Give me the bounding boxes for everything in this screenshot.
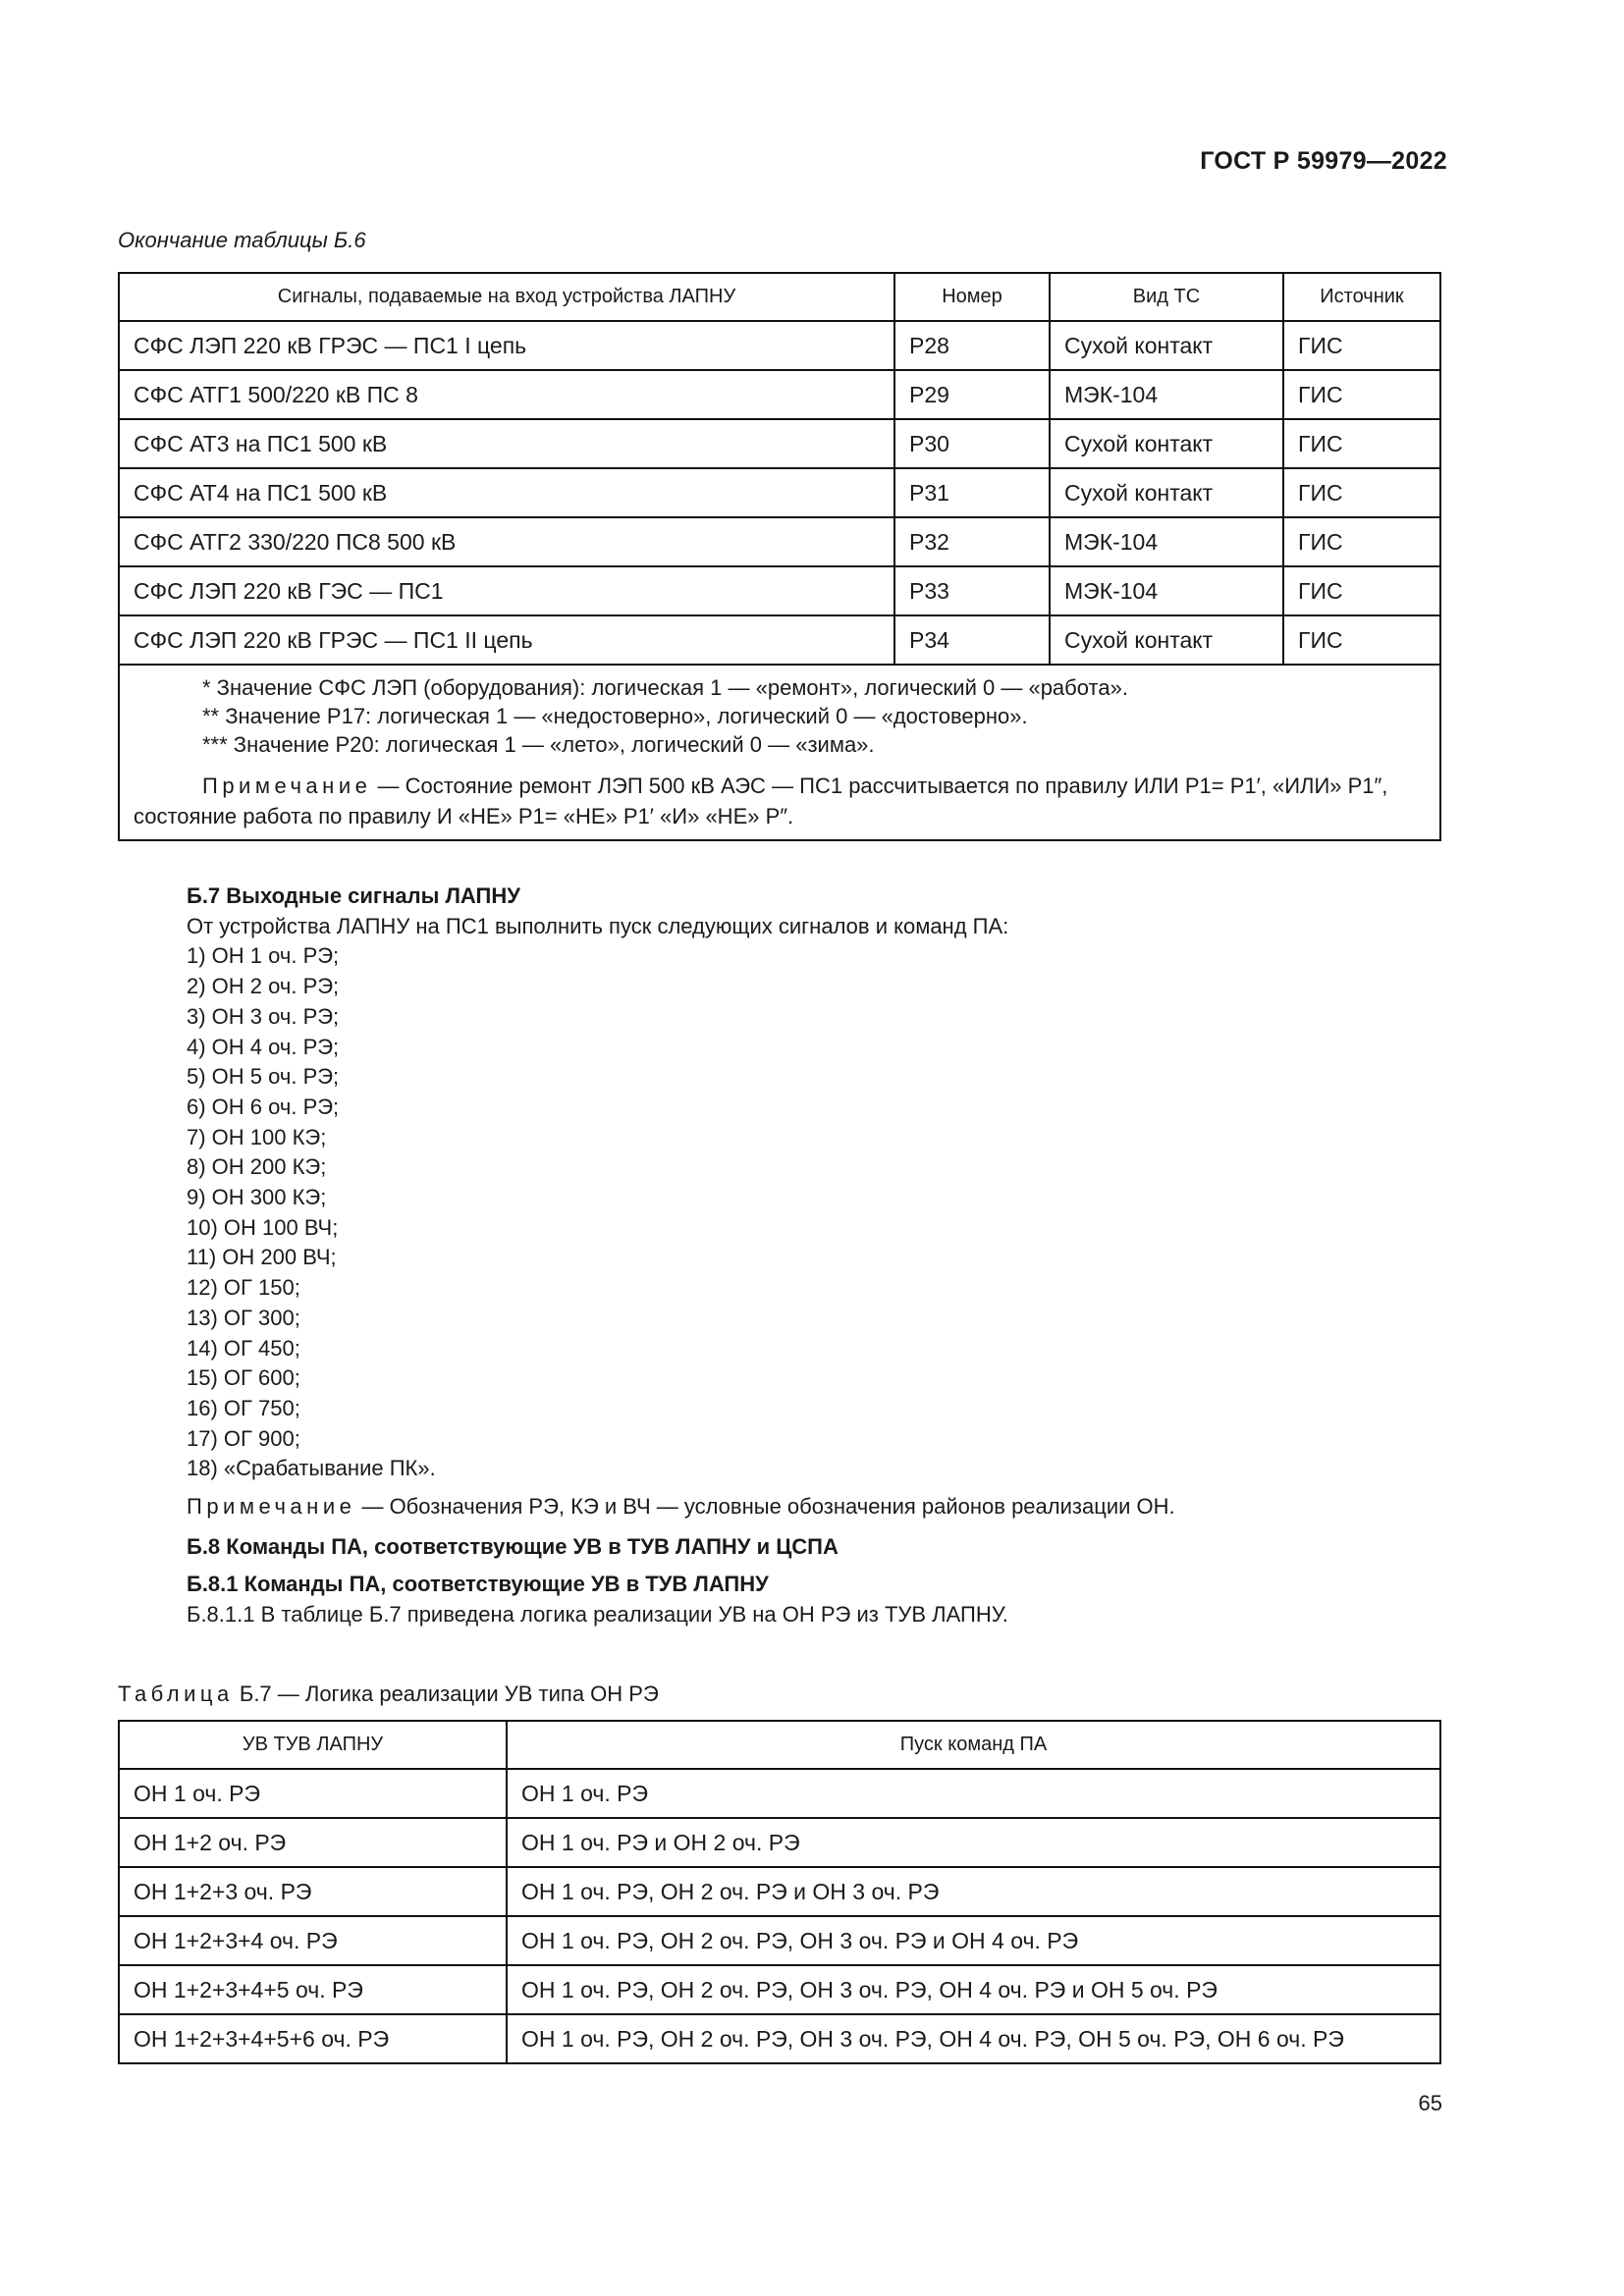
number-cell: P31 (894, 468, 1050, 517)
list-item: 17) ОГ 900; (187, 1425, 300, 1451)
table-row (119, 566, 1440, 615)
note-text: — Состояние ремонт ЛЭП 500 кВ АЭС — ПС1 рассчитывается по правилу ИЛИ P1= P1′, «ИЛИ» P1″, состояние работа по правилу И «НЕ» P1= «НЕ» P1′ «И» «НЕ» P″. (134, 774, 1388, 828)
table-continuation-caption: Окончание таблицы Б.6 (118, 228, 366, 252)
ts-type-cell: Сухой контакт (1050, 615, 1283, 665)
list-item: 16) ОГ 750; (187, 1395, 300, 1420)
uv-cell: ОН 1+2+3+4 оч. РЭ (119, 1916, 507, 1965)
signal-cell: СФС ЛЭП 220 кВ ГЭС — ПС1 (119, 566, 894, 615)
commands-cell: ОН 1 оч. РЭ и ОН 2 оч. РЭ (507, 1818, 1440, 1867)
section-b7-title: Б.7 Выходные сигналы ЛАПНУ (187, 883, 520, 908)
table-row (119, 321, 1440, 370)
signal-cell: СФС ЛЭП 220 кВ ГРЭС — ПС1 I цепь (119, 321, 894, 370)
uv-logic-table (118, 1720, 1441, 2064)
table-header-row (119, 1721, 1440, 1769)
table-row (119, 1867, 1440, 1916)
signal-cell: СФС АТ3 на ПС1 500 кВ (119, 419, 894, 468)
list-item: 3) ОН 3 оч. РЭ; (187, 1003, 340, 1029)
source-cell: ГИС (1283, 468, 1440, 517)
section-b7-intro: От устройства ЛАПНУ на ПС1 выполнить пуск следующих сигналов и команд ПА: (187, 913, 1009, 938)
uv-cell: ОН 1+2 оч. РЭ (119, 1818, 507, 1867)
table-row (119, 615, 1440, 665)
source-cell: ГИС (1283, 370, 1440, 419)
ts-type-cell: Сухой контакт (1050, 419, 1283, 468)
table7-caption-text: Б.7 — Логика реализации УВ типа ОН РЭ (233, 1682, 659, 1706)
table-row (119, 1818, 1440, 1867)
table-row (119, 468, 1440, 517)
column-header-signals: Сигналы, подаваемые на вход устройства ЛАПНУ (119, 273, 894, 321)
commands-cell: ОН 1 оч. РЭ, ОН 2 оч. РЭ, ОН 3 оч. РЭ и ОН 4 оч. РЭ (507, 1916, 1440, 1965)
list-item: 12) ОГ 150; (187, 1275, 300, 1301)
table7-caption (118, 1682, 659, 1707)
table-row (119, 419, 1440, 468)
signal-cell: СФС АТ4 на ПС1 500 кВ (119, 468, 894, 517)
signal-cell: СФС ЛЭП 220 кВ ГРЭС — ПС1 II цепь (119, 615, 894, 665)
table-header-row (119, 273, 1440, 321)
section-b81-title: Б.8.1 Команды ПА, соответствующие УВ в ТУВ ЛАПНУ (187, 1572, 769, 1597)
note-text: — Обозначения РЭ, КЭ и ВЧ — условные обозначения районов реализации ОН. (355, 1494, 1175, 1520)
table7-caption-label: Таблица (118, 1682, 234, 1706)
document-code: ГОСТ Р 59979—2022 (1200, 147, 1447, 175)
commands-cell: ОН 1 оч. РЭ, ОН 2 оч. РЭ, ОН 3 оч. РЭ, ОН 4 оч. РЭ и ОН 5 оч. РЭ (507, 1965, 1440, 2014)
list-item: 13) ОГ 300; (187, 1305, 300, 1330)
footnote-1: * Значение СФС ЛЭП (оборудования): логическая 1 — «ремонт», логический 0 — «работа». (202, 675, 1128, 700)
list-item: 14) ОГ 450; (187, 1335, 300, 1361)
list-item: 1) ОН 1 оч. РЭ; (187, 943, 340, 969)
table-row (119, 2014, 1440, 2063)
commands-cell: ОН 1 оч. РЭ, ОН 2 оч. РЭ, ОН 3 оч. РЭ, ОН 4 оч. РЭ, ОН 5 оч. РЭ, ОН 6 оч. РЭ (507, 2014, 1440, 2063)
number-cell: P33 (894, 566, 1050, 615)
table-row (119, 1916, 1440, 1965)
ts-type-cell: Сухой контакт (1050, 468, 1283, 517)
uv-cell: ОН 1+2+3+4+5 оч. РЭ (119, 1965, 507, 2014)
table-row (119, 517, 1440, 566)
ts-type-cell: Сухой контакт (1050, 321, 1283, 370)
number-cell: P30 (894, 419, 1050, 468)
table-notes-row (119, 665, 1440, 840)
footnote-2: ** Значение P17: логическая 1 — «недостоверно», логический 0 — «достоверно». (202, 704, 1028, 728)
source-cell: ГИС (1283, 517, 1440, 566)
table-row (119, 370, 1440, 419)
list-item: 15) ОГ 600; (187, 1365, 300, 1391)
source-cell: ГИС (1283, 419, 1440, 468)
column-header-ts-type: Вид ТС (1050, 273, 1283, 321)
list-item: 10) ОН 100 ВЧ; (187, 1214, 339, 1240)
source-cell: ГИС (1283, 566, 1440, 615)
uv-cell: ОН 1 оч. РЭ (119, 1769, 507, 1818)
section-b7-note (187, 1492, 1175, 1522)
table-row (119, 1965, 1440, 2014)
column-header-number: Номер (894, 273, 1050, 321)
list-item: 4) ОН 4 оч. РЭ; (187, 1034, 340, 1059)
footnote-3: *** Значение P20: логическая 1 — «лето», логический 0 — «зима». (202, 732, 875, 757)
signal-cell: СФС АТГ1 500/220 кВ ПС 8 (119, 370, 894, 419)
note-label: Примечание (187, 1494, 356, 1520)
commands-cell: ОН 1 оч. РЭ (507, 1769, 1440, 1818)
uv-cell: ОН 1+2+3+4+5+6 оч. РЭ (119, 2014, 507, 2063)
list-item: 8) ОН 200 КЭ; (187, 1154, 327, 1180)
uv-cell: ОН 1+2+3 оч. РЭ (119, 1867, 507, 1916)
section-b8-title: Б.8 Команды ПА, соответствующие УВ в ТУВ ЛАПНУ и ЦСПА (187, 1533, 839, 1559)
list-item: 6) ОН 6 оч. РЭ; (187, 1094, 340, 1119)
section-b811-text: Б.8.1.1 В таблице Б.7 приведена логика реализации УВ на ОН РЭ из ТУВ ЛАПНУ. (187, 1602, 1008, 1628)
column-header-source: Источник (1283, 273, 1440, 321)
list-item: 2) ОН 2 оч. РЭ; (187, 974, 340, 999)
signal-cell: СФС АТГ2 330/220 ПС8 500 кВ (119, 517, 894, 566)
note-label: Примечание (202, 774, 372, 798)
ts-type-cell: МЭК-104 (1050, 566, 1283, 615)
number-cell: P28 (894, 321, 1050, 370)
table-row (119, 1769, 1440, 1818)
section-b7 (187, 881, 1175, 1630)
list-item: 5) ОН 5 оч. РЭ; (187, 1064, 340, 1090)
source-cell: ГИС (1283, 615, 1440, 665)
column-header-commands: Пуск команд ПА (507, 1721, 1440, 1769)
number-cell: P32 (894, 517, 1050, 566)
number-cell: P34 (894, 615, 1050, 665)
list-item: 9) ОН 300 КЭ; (187, 1185, 327, 1210)
column-header-uv: УВ ТУВ ЛАПНУ (119, 1721, 507, 1769)
ts-type-cell: МЭК-104 (1050, 517, 1283, 566)
signals-input-table (118, 272, 1441, 841)
list-item: 18) «Срабатывание ПК». (187, 1456, 436, 1481)
page-number: 65 (1418, 2091, 1442, 2115)
table-notes-cell (119, 665, 1440, 840)
number-cell: P29 (894, 370, 1050, 419)
commands-cell: ОН 1 оч. РЭ, ОН 2 оч. РЭ и ОН 3 оч. РЭ (507, 1867, 1440, 1916)
ts-type-cell: МЭК-104 (1050, 370, 1283, 419)
list-item: 11) ОН 200 ВЧ; (187, 1245, 337, 1270)
source-cell: ГИС (1283, 321, 1440, 370)
list-item: 7) ОН 100 КЭ; (187, 1124, 327, 1149)
table-note (134, 771, 1426, 831)
